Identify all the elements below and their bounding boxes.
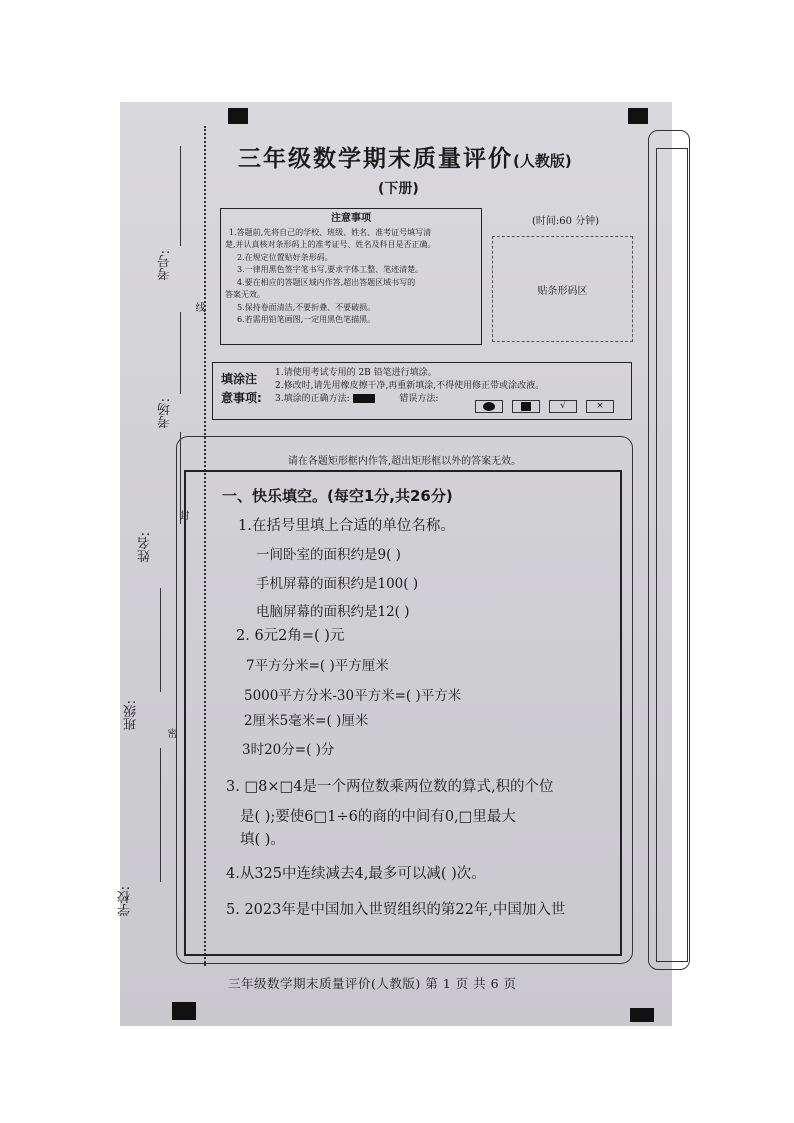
barcode-area: [492, 236, 633, 342]
question-1-item: 手机屏幕的面积约是100( ): [256, 576, 419, 592]
wrong-sample-circle: [475, 400, 503, 413]
school-label: 学校:: [118, 886, 133, 917]
notice-line: 1.答题前,先将自己的学校、班级、姓名、准考证号填写清: [229, 227, 432, 237]
fill-heading-line: 填涂注: [221, 372, 258, 386]
venue-underline: [180, 312, 181, 394]
wrong-method-label: 错误方法:: [399, 394, 439, 404]
fill-item: 2.修改时,请先用橡皮擦干净,再重新填涂,不得使用修正带或涂改液。: [275, 381, 545, 391]
exam-no-label: 考号:: [158, 250, 173, 281]
question-3-line: 3. □8×□4是一个两位数乘两位数的算式,积的个位: [226, 779, 554, 795]
question-3-line: 填( )。: [240, 832, 285, 848]
check-icon: √: [560, 401, 566, 411]
name-label: 姓名:: [138, 532, 153, 563]
cross-icon: ×: [596, 401, 604, 411]
notice-line: 3.一律用黑色签字笔书写,要求字体工整、笔迹清楚。: [237, 265, 424, 274]
exam-sheet: [120, 102, 672, 1026]
class-label: 班级:: [124, 700, 139, 731]
question-3-line: 是( );要使6□1÷6的商的中间有0,□里最大: [240, 809, 516, 825]
next-page-edge-inner: [656, 148, 688, 962]
exam-title-main: 三年级数学期末质量评价: [238, 146, 513, 172]
school-underline: [160, 748, 161, 882]
notice-line: 6.若需用铅笔画图,一定用黑色笔描黑。: [237, 315, 376, 324]
notice-line: 2.在规定位置贴好条形码。: [237, 252, 333, 262]
question-2: 2. 6元2角=( )元: [236, 628, 345, 644]
question-2-item: 7平方分米=( )平方厘米: [246, 658, 389, 674]
answer-area-note: 请在各题矩形框内作答,超出矩形框以外的答案无效。: [287, 456, 522, 467]
exam-no-underline: [180, 146, 181, 246]
fill-heading-line: 意事项:: [221, 391, 262, 405]
notice-line: 5.保持卷面清洁,不要折叠、不要破损。: [237, 302, 376, 312]
question-1: 1.在括号里填上合适的单位名称。: [238, 518, 455, 534]
venue-label: 考场:: [158, 398, 173, 429]
exam-volume: (下册): [378, 181, 419, 197]
wrong-sample-check: [549, 400, 577, 413]
barcode-label: 贴条形码区: [537, 285, 588, 297]
partial-fill-icon: [521, 402, 531, 411]
filled-circle-icon: [483, 402, 495, 411]
question-2-item: 3时20分=( )分: [242, 742, 335, 758]
question-1-item: 电脑屏幕的面积约是12( ): [256, 604, 410, 620]
notice-heading: 注意事项: [331, 213, 371, 224]
question-2-item: 5000平方分米-30平方米=( )平方米: [244, 688, 462, 704]
registration-mark-top-right: [628, 108, 648, 124]
notice-line: 4.要在相应的答题区域内作答,超出答题区域书写的: [237, 277, 416, 287]
exam-time: (时间:60 分钟): [532, 216, 600, 227]
seal-seal-char: 封: [177, 510, 188, 520]
exam-title-edition: (人教版): [513, 152, 572, 170]
wrong-sample-partial: [512, 400, 540, 413]
fill-item: 1.请使用考试专用的 2B 铅笔进行填涂。: [275, 368, 437, 378]
question-5: 5. 2023年是中国加入世贸组织的第22年,中国加入世: [226, 902, 566, 918]
seal-secret-char: 密: [165, 728, 176, 738]
wrong-method-samples: [475, 400, 614, 413]
question-1-item: 一间卧室的面积约是9( ): [256, 547, 401, 563]
question-4: 4.从325中连续减去4,最多可以减( )次。: [226, 866, 486, 882]
fill-item-label: 3.填涂的正确方法:: [275, 394, 350, 404]
class-underline: [160, 588, 161, 692]
registration-mark-top-left: [228, 108, 248, 124]
exam-title: [238, 140, 658, 173]
notice-box: [220, 208, 482, 345]
wrong-sample-cross: [586, 400, 614, 413]
page-footer: 三年级数学期末质量评价(人教版) 第 1 页 共 6 页: [228, 976, 517, 991]
section-heading: 一、快乐填空。(每空1分,共26分): [222, 487, 453, 505]
registration-mark-bottom-right: [630, 1008, 654, 1022]
seal-line-char: 线: [193, 302, 204, 312]
notice-line: 楚,并认真核对条形码上的准考证号、姓名及科目是否正确。: [225, 240, 436, 249]
registration-mark-bottom-left: [172, 1002, 196, 1020]
correct-fill-sample: [353, 394, 375, 403]
fill-instructions-heading: [221, 370, 262, 408]
notice-line: 答案无效。: [225, 290, 265, 299]
question-2-item: 2厘米5毫米=( )厘米: [244, 713, 369, 729]
